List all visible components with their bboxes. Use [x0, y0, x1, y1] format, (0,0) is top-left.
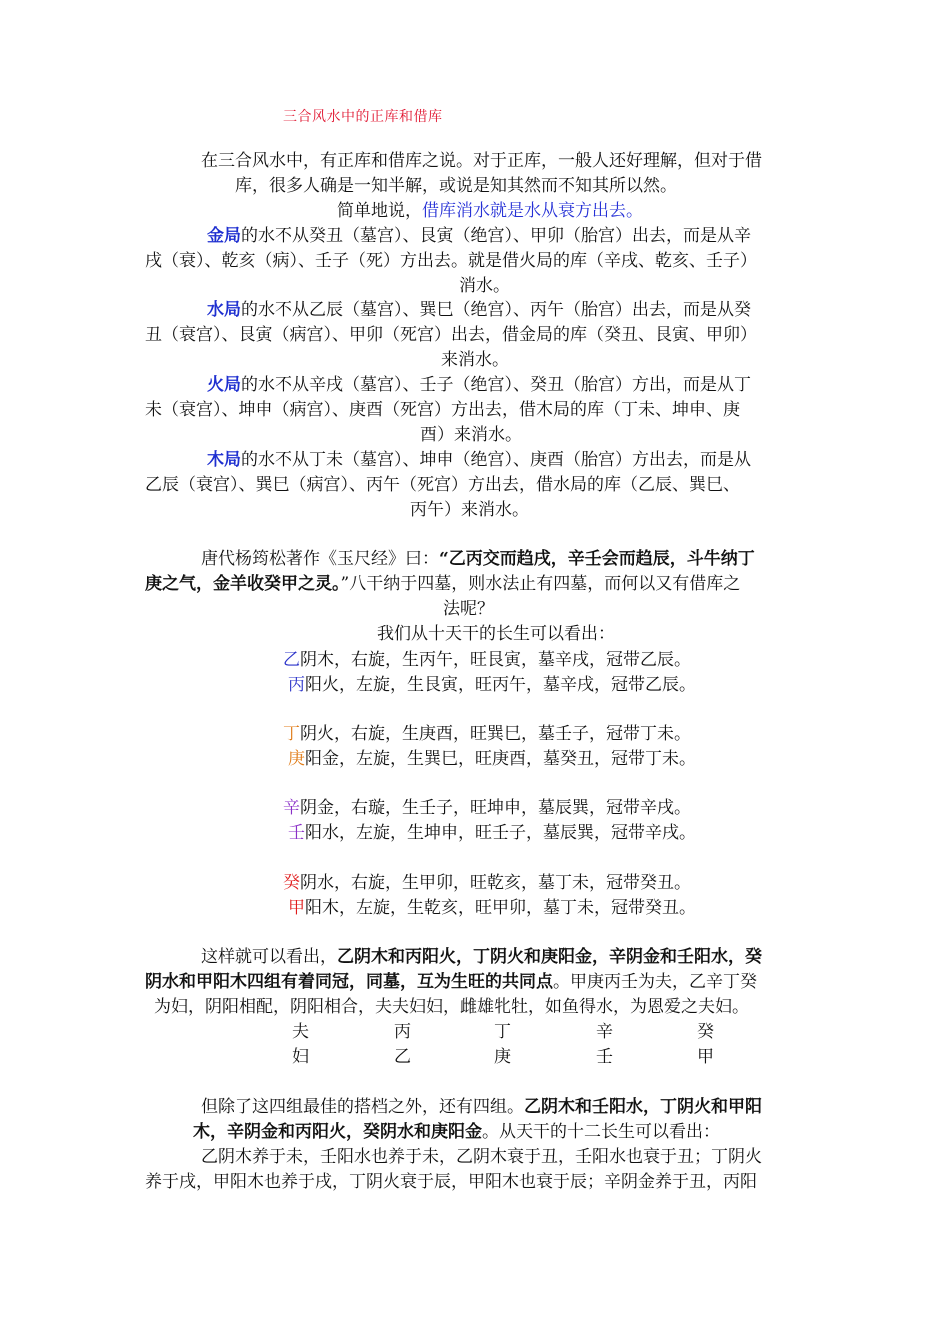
- stem-char: 丁: [283, 724, 300, 744]
- jin-line-2: 戌（衰）、乾亥（病）、壬子（死）方出去。就是借火局的库（辛戌、乾亥、壬子）: [145, 251, 757, 271]
- para2-bold-1: 乙阴木和丙阳火，丁阴火和庚阳金，辛阴金和壬阳水，癸: [337, 947, 762, 967]
- intro-line-3-text: 简单地说，: [337, 201, 422, 221]
- intro-highlight: 借库消水就是水从衰方出去。: [422, 201, 643, 221]
- pair-cell: 丁: [494, 1022, 511, 1042]
- page-title: 三合风水中的正库和借库: [283, 109, 443, 125]
- stem-line-geng: [288, 747, 696, 772]
- para2-line-3: 为妇，阴阳相配，阴阳相合，夫夫妇妇，雌雄牝牡，如鱼得水，为恩爱之夫妇。: [154, 997, 749, 1017]
- intro-line-2: 库，很多人确是一知半解，或说是知其然而不知其所以然。: [235, 176, 677, 196]
- shui-text-1: 的水不从乙辰（墓宫）、巽巳（绝宫）、丙午（胎宫）出去，而是从癸: [241, 300, 751, 320]
- stem-char: 丙: [288, 675, 305, 695]
- mu-text-1: 的水不从丁未（墓宫）、坤申（绝宫）、庚酉（胎宫）方出去，而是从: [241, 450, 751, 470]
- stem-line-ding: [283, 722, 691, 747]
- yuchi-quote-1: “乙丙交而趋戌，辛壬会而趋辰，斗牛纳丁: [439, 549, 755, 569]
- para3-text-1: 但除了这四组最佳的搭档之外，还有四组。: [201, 1097, 524, 1117]
- shui-line-3: 来消水。: [441, 350, 509, 370]
- stem-text: 阴木，右旋，生丙午，旺艮寅，墓辛戌，冠带乙辰。: [300, 650, 691, 670]
- pair-cell: 辛: [596, 1022, 613, 1042]
- mu-heading: 木局: [207, 450, 241, 470]
- stem-char: 癸: [283, 873, 300, 893]
- stem-char: 甲: [288, 898, 305, 918]
- para3-line-1: [201, 1095, 762, 1120]
- stem-text: 阴火，右旋，生庚酉，旺巽巳，墓壬子，冠带丁未。: [300, 724, 691, 744]
- jin-heading: 金局: [207, 226, 241, 246]
- pairs-table: [0, 1020, 950, 1070]
- stem-char: 壬: [288, 823, 305, 843]
- stem-text: 阴水，右旋，生甲卯，旺乾亥，墓丁未，冠带癸丑。: [300, 873, 691, 893]
- mu-line-1: [207, 448, 751, 473]
- para3-bold-2: 木，辛阴金和丙阳火，癸阴水和庚阳金: [193, 1122, 482, 1142]
- shui-line-2: 丑（衰宫）、艮寅（病宫）、甲卯（死宫）出去，借金局的库（癸丑、艮寅、甲卯）: [145, 325, 757, 345]
- huo-line-2: 未（衰宫）、坤申（病宫）、庚酉（死宫）方出去，借木局的库（丁未、坤申、庚: [145, 400, 740, 420]
- stem-char: 乙: [283, 650, 300, 670]
- stem-text: 阳金，左旋，生巽巳，旺庚酉，墓癸丑，冠带丁未。: [305, 749, 696, 769]
- para3-line-3: 乙阴木养于未，壬阳水也养于未，乙阴木衰于丑，壬阳水也衰于丑；丁阴火: [201, 1147, 762, 1167]
- para2-line-2: [145, 970, 757, 995]
- mu-line-2: 乙辰（衰宫）、巽巳（病宫）、丙午（死宫）方出去，借水局的库（乙辰、巽巳、: [145, 475, 740, 495]
- stem-text: 阳木，左旋，生乾亥，旺甲卯，墓丁未，冠带癸丑。: [305, 898, 696, 918]
- para2-line-1: [201, 945, 762, 970]
- para2-text-2: 。甲庚丙壬为夫，乙辛丁癸: [553, 972, 757, 992]
- stem-line-gui: [283, 871, 691, 896]
- shui-line-1: [207, 298, 751, 323]
- stem-text: 阳水，左旋，生坤申，旺壬子，墓辰巽，冠带辛戌。: [305, 823, 696, 843]
- stem-line-xin: [283, 796, 691, 821]
- pair-cell: 丙: [394, 1022, 411, 1042]
- yuchi-quote-2: 庚之气，金羊收癸甲之灵。: [145, 574, 341, 594]
- huo-text-1: 的水不从辛戌（墓宫）、壬子（绝宫）、癸丑（胎宫）方出，而是从丁: [241, 375, 751, 395]
- huo-heading: 火局: [207, 375, 241, 395]
- pair-cell: 庚: [494, 1047, 511, 1067]
- stem-line-yi: [283, 648, 691, 673]
- para2-text-1: 这样就可以看出，: [201, 947, 337, 967]
- huo-line-1: [207, 373, 751, 398]
- stem-char: 庚: [288, 749, 305, 769]
- pair-cell: 乙: [394, 1047, 411, 1067]
- jin-text-1: 的水不从癸丑（墓宫）、艮寅（绝宫）、甲卯（胎宫）出去，而是从辛: [241, 226, 751, 246]
- stem-line-ren: [288, 821, 696, 846]
- shui-heading: 水局: [207, 300, 241, 320]
- stem-char: 辛: [283, 798, 300, 818]
- yuchi-line-3: 法呢？: [443, 599, 494, 619]
- intro-line-3: [337, 199, 643, 224]
- yuchi-line-2: [145, 572, 740, 597]
- para3-bold-1: 乙阴木和壬阳水，丁阴火和甲阳: [524, 1097, 762, 1117]
- stem-text: 阴金，右璇，生壬子，旺坤申，墓辰巽，冠带辛戌。: [300, 798, 691, 818]
- stem-line-bing: [288, 673, 696, 698]
- jin-line-1: [207, 224, 751, 249]
- stem-text: 阳火，左旋，生艮寅，旺丙午，墓辛戌，冠带乙辰。: [305, 675, 696, 695]
- jin-line-3: 消水。: [459, 276, 510, 296]
- yuchi-line-4: 我们从十天干的长生可以看出：: [377, 624, 615, 644]
- para3-text-2: 。从天干的十二长生可以看出：: [482, 1122, 720, 1142]
- huo-line-3: 酉）来消水。: [420, 425, 522, 445]
- pair-cell: 癸: [697, 1022, 714, 1042]
- pair-cell: 甲: [697, 1047, 714, 1067]
- yuchi-intro: 唐代杨筠松著作《玉尺经》曰：: [201, 549, 439, 569]
- mu-line-3: 丙午）来消水。: [410, 500, 529, 520]
- stem-line-jia: [288, 896, 696, 921]
- para3-line-4: 养于戌，甲阳木也养于戌，丁阴火衰于辰，甲阳木也衰于辰；辛阴金养于丑，丙阳: [145, 1172, 757, 1192]
- pair-cell: 壬: [596, 1047, 613, 1067]
- pair-cell: 夫: [292, 1022, 309, 1042]
- yuchi-text-2: ”八干纳于四墓，则水法止有四墓，而何以又有借库之: [340, 574, 741, 594]
- para2-bold-2: 阴水和甲阳木四组有着同冠，同墓，互为生旺的共同点: [145, 972, 553, 992]
- pair-cell: 妇: [292, 1047, 309, 1067]
- yuchi-line-1: [201, 547, 755, 572]
- intro-line-1: 在三合风水中，有正库和借库之说。对于正库，一般人还好理解，但对于借: [201, 151, 762, 171]
- para3-line-2: [193, 1120, 720, 1145]
